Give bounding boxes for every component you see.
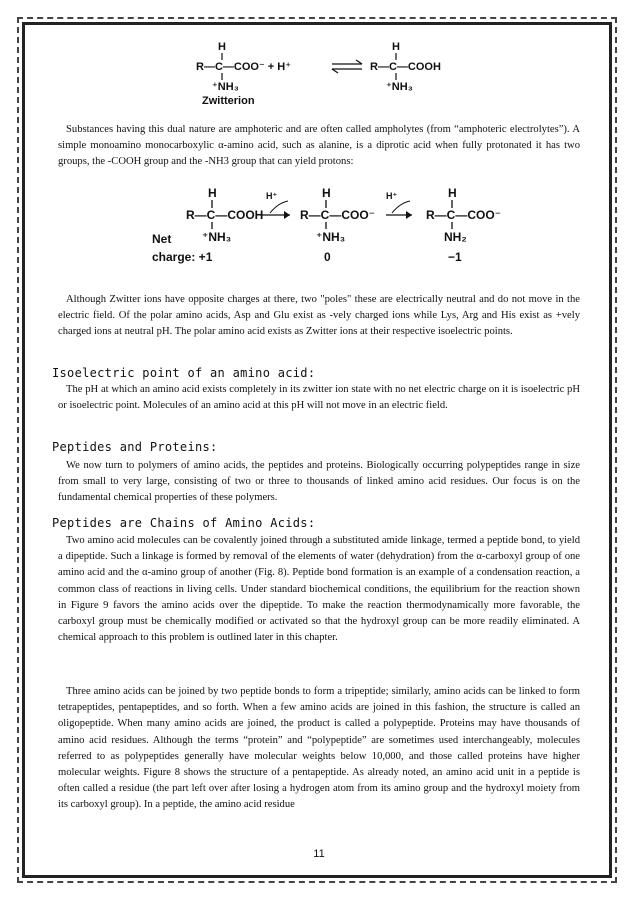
eq2-nh3-2: ⁺NH₃ — [316, 230, 346, 244]
eq2-species3: R—C—COO⁻ — [426, 208, 501, 222]
eq1-right-h: H — [392, 41, 400, 53]
charge-label: charge: +1 — [152, 250, 213, 264]
heading-peptides-proteins: Peptides and Proteins: — [52, 440, 218, 454]
eq2-species1: R—C—COOH — [186, 208, 264, 222]
net-label: Net — [152, 232, 172, 246]
paragraph-zwitter-ions: Although Zwitter ions have opposite charges at there, two "poles" these are electrically neutral and do not move in the electric field. Of the polar amino acids, Asp and Glu exist as -vely charged ions while Lys, Arg and His exist as +vely charged ions at neutral pH. The polar amino acid exists as Zwitter ions at their respective isoelectric points. — [58, 294, 580, 338]
charge-zero: 0 — [324, 250, 331, 264]
eq2-hplus2: H⁺ — [386, 191, 398, 201]
eq1-left-h: H — [218, 41, 226, 53]
paragraph-peptide-bond: Two amino acid molecules can be covalently joined through a substituted amide linkage, termed a peptide bond, to yield a dipeptide. Such a linkage is formed by removal of the elements of water (dehydration) from the α-carboxyl group of one amino acid and the α-amino group of another (Fig. 8). Peptide bond formation is an example of a condensation reaction, a common class of reactions in living cells. Under standard biochemical conditions, the equilibrium for the reaction shown in Figure 9 favors the amino acids over the dipeptide. To make the reaction thermodynamically more favorable, the carboxyl group must be chemically modified or activated so that the hydroxyl group can be more readily eliminated. A chemical approach to this problem is outlined later in this chapter. — [58, 535, 580, 644]
paragraph-ampholytes: Substances having this dual nature are amphoteric and are often called ampholytes (from “amphoteric electrolytes”). A simple monoamino monocarboxylic α-amino acid, such as alanine, is a diprotic acid when fully protonated it has two groups, the -COOH group and the -NH3 group that can yield protons: — [58, 124, 580, 168]
arrow-icon — [386, 201, 412, 219]
eq2-species2: R—C—COO⁻ — [300, 208, 375, 222]
zwitterion-caption: Zwitterion — [202, 95, 255, 107]
eq1-right-structure: R—C—COOH — [370, 61, 441, 73]
paragraph-isoelectric: The pH at which an amino acid exists completely in its zwitter ion state with no net electric charge on it is isoelectric pH or isoelectric point. Molecules of an amino acid at this pH will not move in an electric field. — [58, 384, 580, 412]
eq1-left-nh3: ⁺NH₃ — [212, 81, 239, 93]
eq1-left-structure: R—C—COO⁻ + H⁺ — [196, 61, 292, 73]
zwitterion-equation — [180, 38, 480, 110]
equilibrium-arrows-icon — [332, 60, 362, 73]
heading-peptide-chains: Peptides are Chains of Amino Acids: — [52, 516, 316, 530]
eq2-nh2: NH₂ — [444, 230, 467, 244]
arrow-icon — [262, 201, 290, 219]
paragraph-oligopeptides: Three amino acids can be joined by two peptide bonds to form a tripeptide; similarly, amino acids can be linked to form tetrapeptides, pentapeptides, and so forth. When a few amino acids are joined in this fashion, the structure is called an oligopeptide. When many amino acids are joined, the product is called a polypeptide. Proteins may have thousands of amino acid residues. Although the terms “protein” and “polypeptide” are sometimes used interchangeably, molecules referred to as polypeptides generally have molecular weights below 10,000, and those called proteins have higher molecular weights. Figure 8 shows the structure of a pentapeptide. As already noted, an amino acid unit in a peptide is often called a residue (the part left over after losing a hydrogen atom from its amino group and the hydroxyl moiety from its carboxyl group). In a peptide, the amino acid residue — [58, 686, 580, 811]
eq1-right-nh3: ⁺NH₃ — [386, 81, 413, 93]
diprotic-equation — [150, 183, 510, 269]
eq2-hplus1: H⁺ — [266, 191, 278, 201]
eq2-h3: H — [448, 186, 457, 200]
charge-minus-one: −1 — [448, 250, 462, 264]
heading-isoelectric-point: Isoelectric point of an amino acid: — [52, 366, 316, 380]
paragraph-polymers: We now turn to polymers of amino acids, the peptides and proteins. Biologically occurring polypeptides range in size from small to very large, consisting of two or three to thousands of linked amino acid residues. Our focus is on the fundamental chemical properties of these polymers. — [58, 460, 580, 504]
eq2-nh3-1: ⁺NH₃ — [202, 230, 232, 244]
page-number: 11 — [313, 848, 325, 860]
eq2-h2: H — [322, 186, 331, 200]
eq2-h1: H — [208, 186, 217, 200]
